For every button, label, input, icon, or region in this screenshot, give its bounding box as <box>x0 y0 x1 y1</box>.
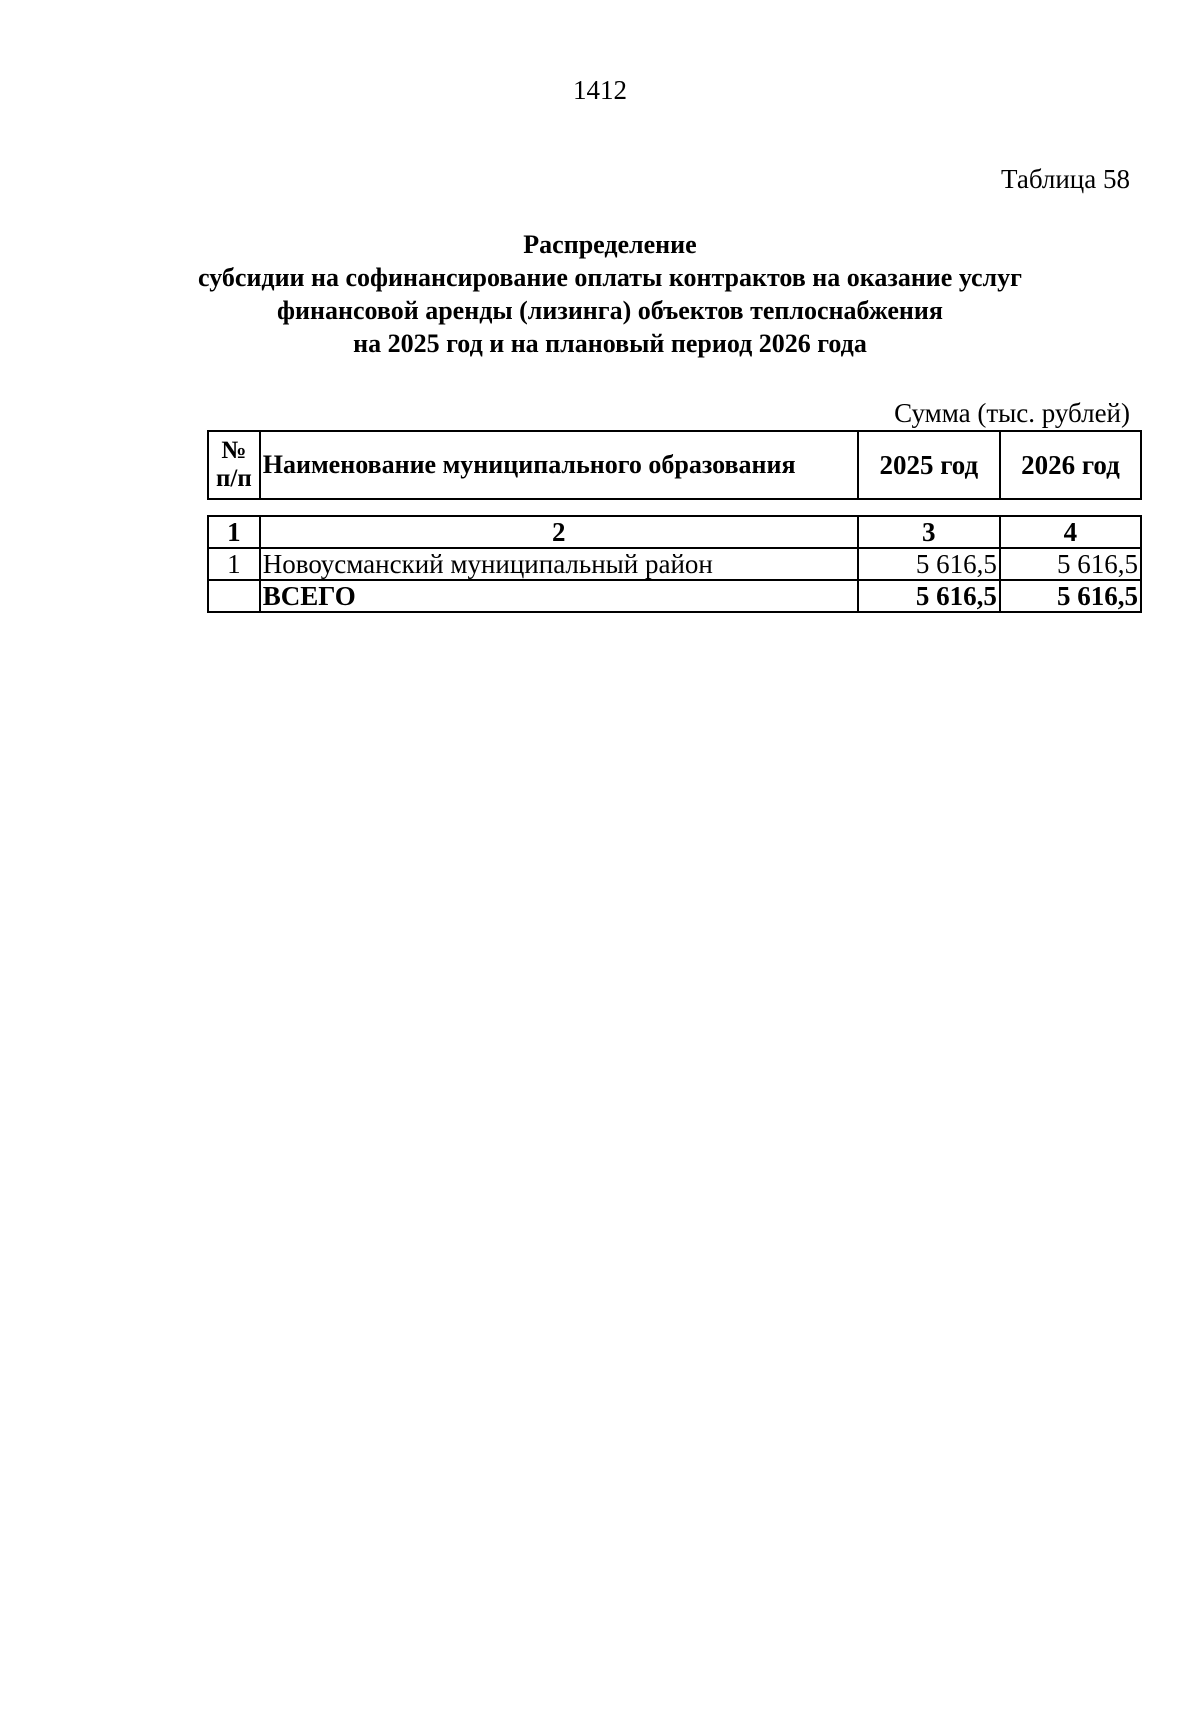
total-value-2025: 5 616,5 <box>858 580 1000 612</box>
title-line-4: на 2025 год и на плановый период 2026 года <box>353 329 867 358</box>
header-name: Наименование муниципального образования <box>260 431 858 499</box>
column-index-row <box>208 516 1141 548</box>
title-line-2: субсидии на софинансирование оплаты контрактов на оказание услуг <box>198 263 1022 292</box>
table-label: Таблица 58 <box>1001 164 1130 194</box>
table-header <box>207 430 1142 500</box>
header-number-line-1: № <box>221 437 247 464</box>
row-name: Новоусманский муниципальный район <box>260 548 858 580</box>
table-body <box>207 515 1142 613</box>
total-number <box>208 580 260 612</box>
header-row <box>208 431 1141 499</box>
total-label: ВСЕГО <box>260 580 858 612</box>
row-number: 1 <box>208 548 260 580</box>
header-2025: 2025 год <box>858 431 1000 499</box>
column-index-1: 1 <box>208 516 260 548</box>
column-index-3: 3 <box>858 516 1000 548</box>
column-index-2: 2 <box>260 516 858 548</box>
page-number: 1412 <box>573 75 627 105</box>
column-index-4: 4 <box>1000 516 1141 548</box>
total-row <box>208 580 1141 612</box>
header-number-line-2: п/п <box>216 465 252 492</box>
header-number <box>208 431 260 499</box>
table-row <box>208 548 1141 580</box>
title-line-3: финансовой аренды (лизинга) объектов теплоснабжения <box>277 296 943 325</box>
row-value-2025: 5 616,5 <box>858 548 1000 580</box>
document-title <box>100 228 1120 360</box>
total-value-2026: 5 616,5 <box>1000 580 1141 612</box>
row-value-2026: 5 616,5 <box>1000 548 1141 580</box>
header-2026: 2026 год <box>1000 431 1141 499</box>
title-line-1: Распределение <box>523 230 697 259</box>
units-label: Сумма (тыс. рублей) <box>894 398 1130 428</box>
